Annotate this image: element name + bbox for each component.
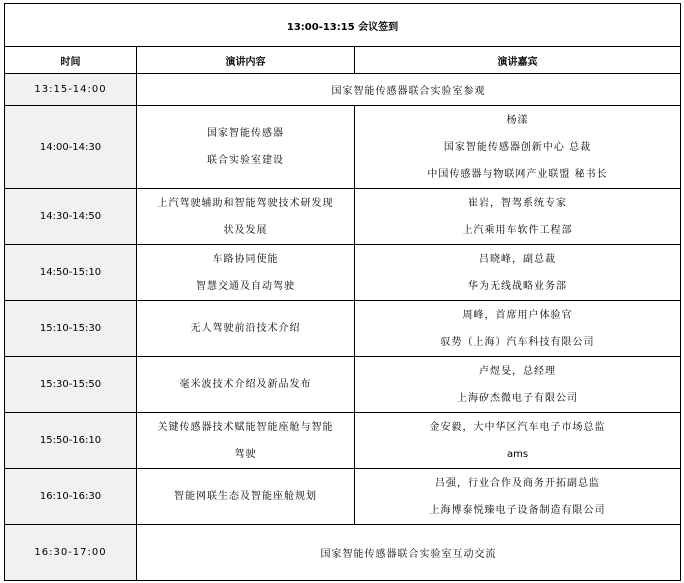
table-row	[5, 189, 681, 245]
speaker-line: ams	[506, 448, 529, 460]
speaker-line: 周峰，首席用户体验官	[462, 309, 573, 321]
speaker-line: 吕强，行业合作及商务开拓副总监	[435, 477, 601, 489]
speaker-line: 吕晓峰，副总裁	[479, 253, 557, 265]
row-speaker	[355, 189, 681, 245]
row-topic	[137, 106, 355, 189]
row-speaker	[355, 357, 681, 413]
speaker-line: 卢煜旻，总经理	[479, 365, 557, 377]
row-topic	[137, 301, 355, 357]
topic-line: 状及发展	[223, 224, 268, 236]
row-topic	[137, 189, 355, 245]
table-row	[5, 413, 681, 469]
topic-line: 智能网联生态及智能座舱规划	[174, 491, 317, 502]
topic-line: 智慧交通及自动驾驶	[196, 280, 295, 292]
table-row	[5, 245, 681, 301]
table-row	[5, 525, 681, 581]
agenda-table	[4, 3, 681, 581]
speaker-line: 华为无线战略业务部	[468, 280, 568, 292]
row-time: 16:10-16:30	[5, 469, 137, 525]
row-topic	[137, 469, 355, 525]
table-row	[5, 106, 681, 189]
row-speaker	[355, 106, 681, 189]
row-span-text: 国家智能传感器联合实验室参观	[137, 74, 681, 106]
topic-line: 车路协同使能	[212, 253, 279, 265]
table-row	[5, 469, 681, 525]
speaker-line: 金安毅，大中华区汽车电子市场总监	[429, 421, 606, 433]
row-time: 15:30-15:50	[5, 357, 137, 413]
speaker-line: 上海矽杰微电子有限公司	[457, 392, 579, 404]
topic-line: 国家智能传感器	[207, 128, 284, 139]
topic-line: 无人驾驶前沿技术介绍	[190, 323, 301, 334]
header-speaker: 演讲嘉宾	[355, 47, 681, 74]
table-row	[5, 301, 681, 357]
row-time: 15:50-16:10	[5, 413, 137, 469]
row-time: 14:30-14:50	[5, 189, 137, 245]
row-speaker	[355, 301, 681, 357]
row-time: 13:15-14:00	[5, 74, 137, 106]
row-topic	[137, 245, 355, 301]
topic-line: 驾驶	[234, 448, 257, 460]
row-topic	[137, 413, 355, 469]
speaker-line: 上汽乘用车软件工程部	[462, 224, 573, 236]
speaker-line: 崔岩，智驾系统专家	[468, 197, 568, 209]
header-time: 时间	[5, 47, 137, 74]
topic-line: 上汽驾驶辅助和智能驾驶技术研发现	[157, 197, 334, 209]
speaker-line: 中国传感器与物联网产业联盟 秘书长	[427, 168, 608, 180]
row-time: 14:00-14:30	[5, 106, 137, 189]
table-row	[5, 74, 681, 106]
row-span-text: 国家智能传感器联合实验室互动交流	[137, 525, 681, 581]
topic-line: 联合实验室建设	[207, 155, 284, 166]
agenda-sheet	[4, 3, 680, 581]
row-time: 14:50-15:10	[5, 245, 137, 301]
table-title: 13:00-13:15 会议签到	[5, 4, 681, 47]
topic-line: 毫米波技术介绍及新品发布	[179, 379, 312, 390]
speaker-line: 上海博泰悦臻电子设备制造有限公司	[429, 504, 606, 516]
row-time: 16:30-17:00	[5, 525, 137, 581]
table-row	[5, 357, 681, 413]
row-topic	[137, 357, 355, 413]
speaker-line: 驭势（上海）汽车科技有限公司	[440, 336, 595, 348]
topic-line: 关键传感器技术赋能智能座舱与智能	[157, 421, 334, 433]
header-topic: 演讲内容	[137, 47, 355, 74]
row-time: 15:10-15:30	[5, 301, 137, 357]
speaker-line: 杨漾	[506, 114, 529, 126]
row-speaker	[355, 413, 681, 469]
row-speaker	[355, 469, 681, 525]
row-speaker	[355, 245, 681, 301]
speaker-line: 国家智能传感器创新中心 总裁	[443, 141, 592, 153]
